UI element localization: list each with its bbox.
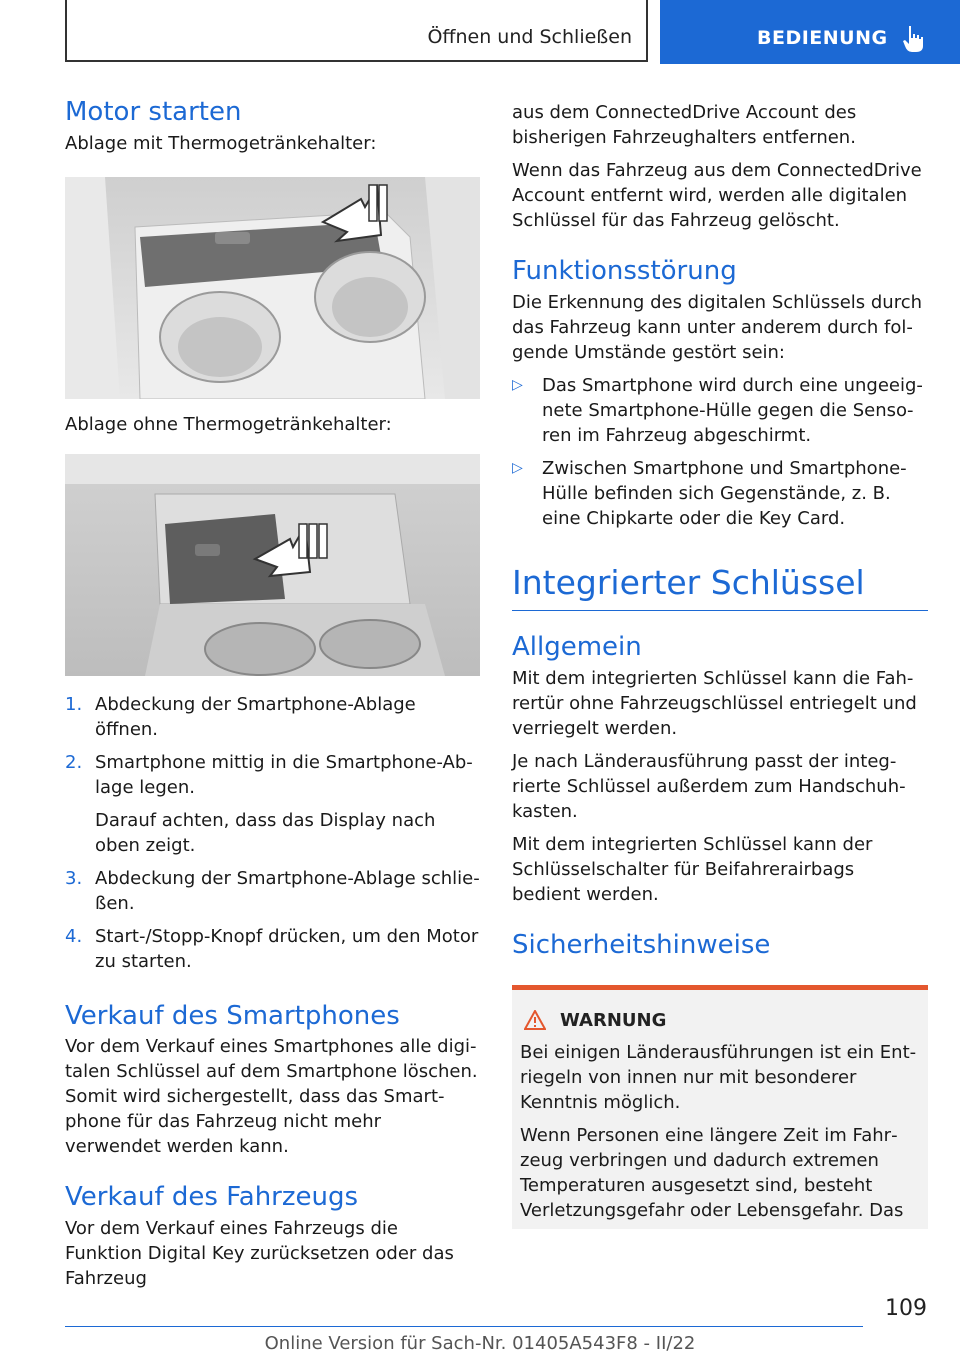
list-item [512, 373, 928, 448]
continued-text-2: Wenn das Fahrzeug aus dem ConnectedDrive Account entfernt wird, werden alle digitalen Schlüssel für das Fahrzeug gelöscht. [512, 160, 922, 231]
hand-pointer-icon [900, 24, 926, 54]
list-item [512, 456, 928, 531]
photo-tray-without-cupholder [65, 454, 480, 676]
bullet-text: Zwischen Smartphone und Smartphone-Hülle befinden sich Gegenstände, z. B. eine Chipkarte oder die Key Card. [542, 457, 907, 529]
heading-verkauf-fahrzeugs: Verkauf des Fahrzeugs [65, 1182, 359, 1212]
heading-motor-starten: Motor starten [65, 97, 242, 127]
right-column [512, 100, 928, 1229]
list-item [65, 808, 480, 858]
general-text-3: Mit dem integrierten Schlüssel kann der Schlüsselschalter für Beifahrerairbags bedient werden. [512, 833, 873, 905]
section-tab [65, 0, 648, 62]
heading-funktionsstoerung: Funktionsstörung [512, 256, 737, 286]
general-text-1: Mit dem integrierten Schlüssel kann die Fahrertür ohne Fahrzeugschlüssel entriegelt und verriegelt werden. [512, 667, 917, 739]
section-rule [512, 610, 928, 611]
heading-allgemein: Allgemein [512, 632, 642, 663]
left-column [65, 96, 480, 1291]
step-text: Smartphone mittig in die Smartphone-Ablage legen. [95, 751, 473, 798]
warning-box [512, 985, 928, 1229]
list-item [65, 750, 480, 800]
tray-illustration-1 [65, 177, 480, 399]
heading-integrierter-schluessel: Integrierter Schlüssel [512, 562, 865, 602]
caption-with-cupholder: Ablage mit Thermogetränkehalter: [65, 132, 377, 154]
page-number: 109 [885, 1296, 927, 1321]
chapter-title: BEDIENUNG [757, 27, 888, 49]
step-number: 3. [65, 867, 83, 889]
continued-text-1: aus dem ConnectedDrive Account des bisherigen Fahrzeughalters entfernen. [512, 102, 857, 148]
step-text: Darauf achten, dass das Display nach oben zeigt. [95, 809, 436, 856]
step-text: Start-/Stopp-Knopf drücken, um den Motor zu starten. [95, 925, 479, 972]
triangle-bullet-icon: ▷ [512, 376, 523, 393]
warning-triangle-icon [524, 1010, 546, 1030]
page-header [0, 0, 960, 66]
fault-bullet-list [512, 373, 928, 531]
sale-car-text: Vor dem Verkauf eines Fahrzeugs die Funktion Digital Key zurücksetzen oder das Fahrzeug [65, 1217, 454, 1289]
list-item [65, 924, 480, 974]
general-text-2: Je nach Länderausführung passt der integrierte Schlüssel außerdem zum Handschuhkasten. [512, 750, 906, 822]
section-title: Öffnen und Schließen [427, 26, 632, 48]
warning-title: WARNUNG [560, 1010, 667, 1032]
heading-verkauf-smartphones: Verkauf des Smartphones [65, 1000, 400, 1031]
footer-rule [65, 1326, 863, 1327]
heading-sicherheitshinweise: Sicherheitshinweise [512, 929, 771, 960]
tray-illustration-2 [65, 454, 480, 676]
step-number: 2. [65, 751, 83, 773]
step-text: Abdeckung der Smartphone-Ablage öffnen. [95, 693, 416, 740]
warning-text-1: Bei einigen Länderausführungen ist ein Entriegeln von innen nur mit besonderer Kenntnis möglich. [520, 1042, 917, 1114]
online-version-note: Online Version für Sach-Nr. 01405A543F8 - II/22 [264, 1333, 696, 1354]
triangle-bullet-icon: ▷ [512, 459, 523, 476]
fault-text: Die Erkennung des digitalen Schlüssels durch das Fahrzeug kann unter anderem durch folgende Umstände gestört sein: [512, 291, 923, 363]
caption-without-cupholder: Ablage ohne Thermogetränkehalter: [65, 413, 392, 435]
list-item [65, 692, 480, 742]
step-text: Abdeckung der Smartphone-Ablage schließen. [95, 867, 480, 914]
steps-list [65, 692, 480, 974]
list-item [65, 866, 480, 916]
sale-phone-text: Vor dem Verkauf eines Smartphones alle digitalen Schlüssel auf dem Smartphone löschen. Somit wird sichergestellt, dass das Smartphone für das Fahrzeug nicht mehr verwendet werden kann. [65, 1036, 478, 1157]
step-number: 1. [65, 693, 83, 715]
warning-text-2: Wenn Personen eine längere Zeit im Fahrzeug verbringen und dadurch extremen Temperaturen ausgesetzt sind, besteht Verletzungsgefahr oder Lebensgefahr. Das [520, 1125, 904, 1222]
chapter-tab [660, 0, 960, 64]
photo-tray-with-cupholder [65, 177, 480, 399]
bullet-text: Das Smartphone wird durch eine ungeeignete Smartphone-Hülle gegen die Sensoren im Fahrzeug abgeschirmt. [542, 374, 923, 446]
step-number: 4. [65, 925, 83, 947]
